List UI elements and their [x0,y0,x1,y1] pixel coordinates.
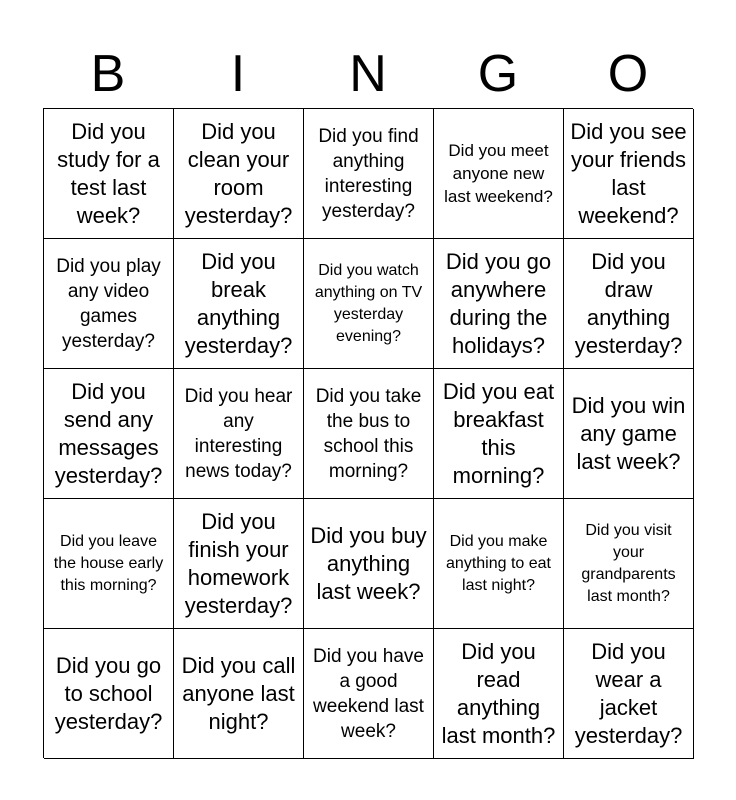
bingo-cell [434,499,564,629]
bingo-cell-text: Did you find anything interesting yesterday? [318,125,419,222]
bingo-cell [434,629,564,759]
bingo-cell [44,109,174,239]
bingo-cell-text: Did you wear a jacket yesterday? [574,638,683,748]
bingo-cell-text: Did you hear any interesting news today? [184,385,293,482]
bingo-cell-text: Did you leave the house early this morning? [53,532,164,594]
bingo-cell [174,369,304,499]
bingo-cell-text: Did you play any video games yesterday? [56,255,161,352]
bingo-card-grid [43,108,693,758]
bingo-cell [44,369,174,499]
bingo-cell-text: Did you go anywhere during the holidays? [445,248,552,358]
bingo-cell [564,239,694,369]
bingo-cell-text: Did you clean your room yesterday? [184,118,293,228]
bingo-cell [44,629,174,759]
bingo-cell-text: Did you watch anything on TV yesterday evening? [314,261,423,345]
bingo-cell [564,109,694,239]
bingo-cell-text: Did you make anything to eat last night? [446,532,551,594]
bingo-cell-text: Did you eat breakfast this morning? [442,378,555,488]
bingo-cell-text: Did you have a good weekend last week? [313,645,424,742]
bingo-cell [434,239,564,369]
bingo-cell-text: Did you see your friends last weekend? [570,118,687,228]
bingo-cell [304,629,434,759]
bingo-cell [304,109,434,239]
bingo-cell-text: Did you go to school yesterday? [54,652,163,734]
bingo-cell-text: Did you draw anything yesterday? [574,248,683,358]
bingo-cell [434,369,564,499]
bingo-cell [174,499,304,629]
header-letter-n: N [349,45,387,103]
header-letter-o: O [607,45,649,103]
bingo-cell [304,369,434,499]
bingo-cell-text: Did you take the bus to school this morning? [315,385,422,482]
header-letter-i: I [230,45,246,103]
bingo-cell [564,629,694,759]
bingo-cell [174,239,304,369]
bingo-cell [174,629,304,759]
bingo-header [43,40,693,108]
bingo-cell-text: Did you call anyone last night? [181,652,296,734]
bingo-cell [564,499,694,629]
bingo-cell [564,369,694,499]
bingo-cell-text: Did you send any messages yesterday? [54,378,163,488]
bingo-cell-text: Did you finish your homework yesterday? [184,508,293,618]
bingo-cell [174,109,304,239]
header-letter-b: B [90,45,126,103]
bingo-cell-text: Did you read anything last month? [441,638,556,748]
bingo-cell [44,239,174,369]
bingo-cell [304,499,434,629]
bingo-cell [44,499,174,629]
bingo-cell-text: Did you visit your grandparents last month? [581,521,676,605]
bingo-cell [434,109,564,239]
header-letter-g: G [477,45,519,103]
bingo-cell [304,239,434,369]
bingo-cell-text: Did you break anything yesterday? [184,248,293,358]
bingo-cell-text: Did you study for a test last week? [57,118,160,228]
bingo-cell-text: Did you win any game last week? [571,392,686,474]
bingo-cell-text: Did you buy anything last week? [310,522,427,604]
bingo-cell-text: Did you meet anyone new last weekend? [444,141,553,206]
